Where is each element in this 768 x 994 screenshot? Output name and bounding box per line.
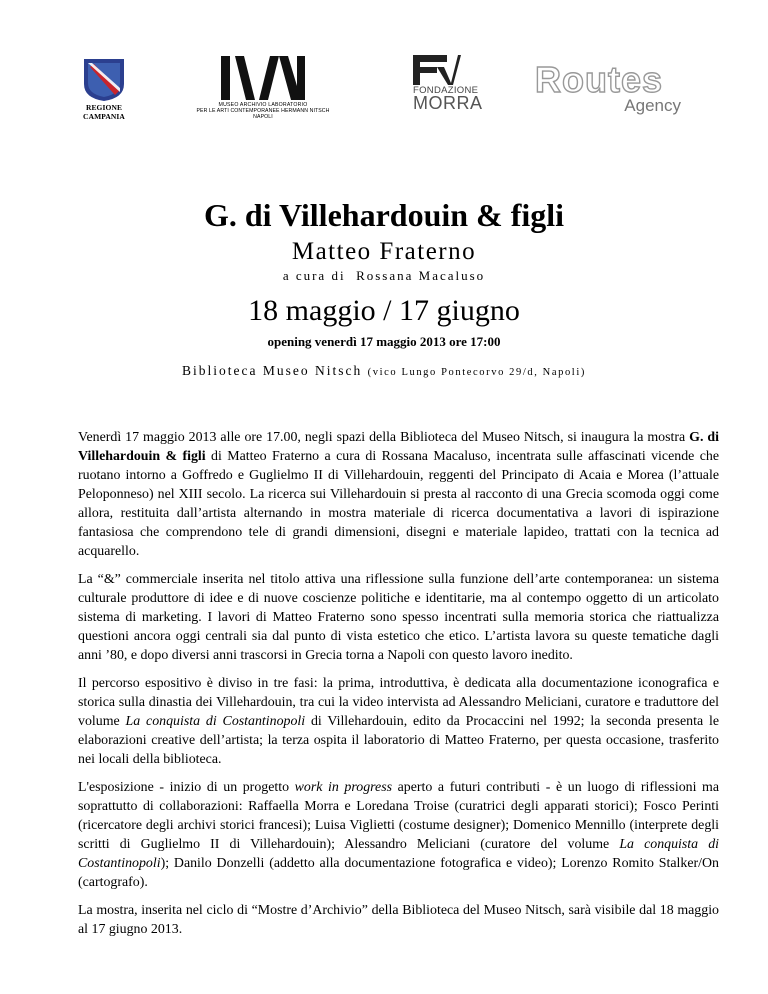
paragraph-2: La “&” commerciale inserita nel titolo attiva una riflessione sulla funzione dell’arte contemporanea: un sistema culturale produttore di idee e di nuove coscienze politiche e identitarie, ma al contempo oggetto di un articolato sistema di marketing. I lavori di Matteo Fraterno sono spesso incentrati sulla memoria storica che riattualizza questioni ancora oggi centrali sia dal punto di vista estetico che etico. L’artista lavora su queste tematiche dagli anni ’80, e dopo diversi anni trascorsi in Grecia torna a Napoli con questo lavoro inedito.: [78, 572, 719, 663]
paragraph-1-text-b: di Matteo Fraterno a cura di Rossana Macaluso, incentrata sulle affascinati vicende che ruotano intorno a Goffredo e Guglielmo II di Villehardouin, reggenti del Principato di Acaia e Morea (l’attuale Peloponneso) nel XIII secolo. La ricerca sui Villehardouin si presta al racconto di una Grecia scomoda oggi come allora, restituita dall’artista alternando in mostra materiale di ricerca documentativa a lavori di ispirazione fantasiosa che comprendono tele di grandi dimensioni, disegni e materiale lapideo, trattati con la tecnica ad acquarello.: [78, 449, 719, 559]
regione-campania-caption: REGIONE CAMPANIA: [83, 103, 125, 121]
routes-agency-line1: Routes: [535, 59, 664, 100]
routes-agency-line2: Agency: [624, 96, 681, 115]
paragraph-1: [78, 428, 719, 561]
venue-line: [0, 363, 768, 379]
fondazione-morra-line1: FONDAZIONE: [413, 85, 479, 96]
paragraph-3: [78, 674, 719, 769]
paragraph-4-text-c: ); Danilo Donzelli (addetto alla documentazione fotografica e video); Lorenzo Romito Stalker/On (cartografo).: [78, 856, 719, 890]
paragraph-4-text-b: aperto a futuri contributi - è un luogo di riflessioni ma soprattutto di collaborazioni: Raffaella Morra e Loredana Troise (curatrici degli apparati storici); Fosco Perinti (ricercatore degli archivi storici francesi); Luisa Viglietti (costume designer); Domenico Mennillo (interprete degli scritti di Guglielmo II di Villehardouin); Alessandro Meliciani (curatore del volume: [78, 780, 720, 852]
venue-address: (vico Lungo Pontecorvo 29/d, Napoli): [367, 367, 586, 378]
opening-line: opening venerdì 17 maggio 2013 ore 17:00: [267, 334, 501, 349]
paragraph-4-wip: work in progress: [294, 780, 393, 795]
paragraph-3-text-a: Il percorso espositivo è diviso in tre fasi: la prima, introduttiva, è dedicata alla documentazione iconografica e storica sulla dinastia dei Villehardouin, tra cui la video intervista ad Alessandro Meliciani, curatore e traduttore del volume: [78, 676, 719, 729]
museo-nitsch-line2: PER LE ARTI CONTEMPORANEE HERMANN NITSCH NAPOLI: [196, 108, 330, 120]
paragraph-3-text-b: di Villehardouin, edito da Procaccini nel 1992; la seconda presenta le elaborazioni creative dell’artista; la terza ospita il laboratorio di Matteo Fraterno, per questa occasione, trasferito nei locali della biblioteca.: [78, 714, 719, 767]
fondazione-morra-line2: MORRA: [413, 93, 483, 113]
curator-line: a cura di Rossana Macaluso: [282, 268, 486, 283]
paragraph-1-text-a: Venerdì 17 maggio 2013 alle ore 17.00, negli spazi della Biblioteca del Museo Nitsch, si inaugura la mostra: [78, 430, 690, 445]
press-release-body: [78, 428, 719, 948]
exhibition-title: G. di Villehardouin & figli: [203, 197, 565, 233]
logo-bar: [0, 0, 768, 130]
museo-nitsch-line1: MUSEO ARCHIVIO LABORATORIO: [218, 102, 308, 108]
regione-campania-emblem-icon: [83, 58, 125, 102]
museo-nitsch-logo: [188, 56, 338, 118]
paragraph-4-text-a: L'esposizione - inizio di un progetto: [78, 780, 295, 795]
paragraph-4: [78, 778, 719, 892]
paragraph-3-book-title: La conquista di Costantinopoli: [125, 714, 306, 729]
fondazione-morra-logo: [413, 55, 483, 117]
venue-name: Biblioteca Museo Nitsch: [182, 363, 363, 378]
exhibition-dates: 18 maggio / 17 giugno: [248, 294, 520, 327]
regione-campania-logo: [66, 58, 142, 121]
paragraph-1-title: G. di Villehardouin & figli: [78, 430, 719, 464]
museo-nitsch-mark-icon: [221, 56, 305, 100]
paragraph-4-book-title: La conquista di Costantinopoli: [78, 837, 720, 871]
artist-name: Matteo Fraterno: [291, 238, 477, 265]
routes-agency-logo: [535, 59, 685, 118]
fondazione-morra-fv-icon: [413, 55, 461, 85]
paragraph-5: La mostra, inserita nel ciclo di “Mostre d’Archivio” della Biblioteca del Museo Nitsch, sarà visibile dal 18 maggio al 17 giugno 2013.: [78, 903, 719, 937]
